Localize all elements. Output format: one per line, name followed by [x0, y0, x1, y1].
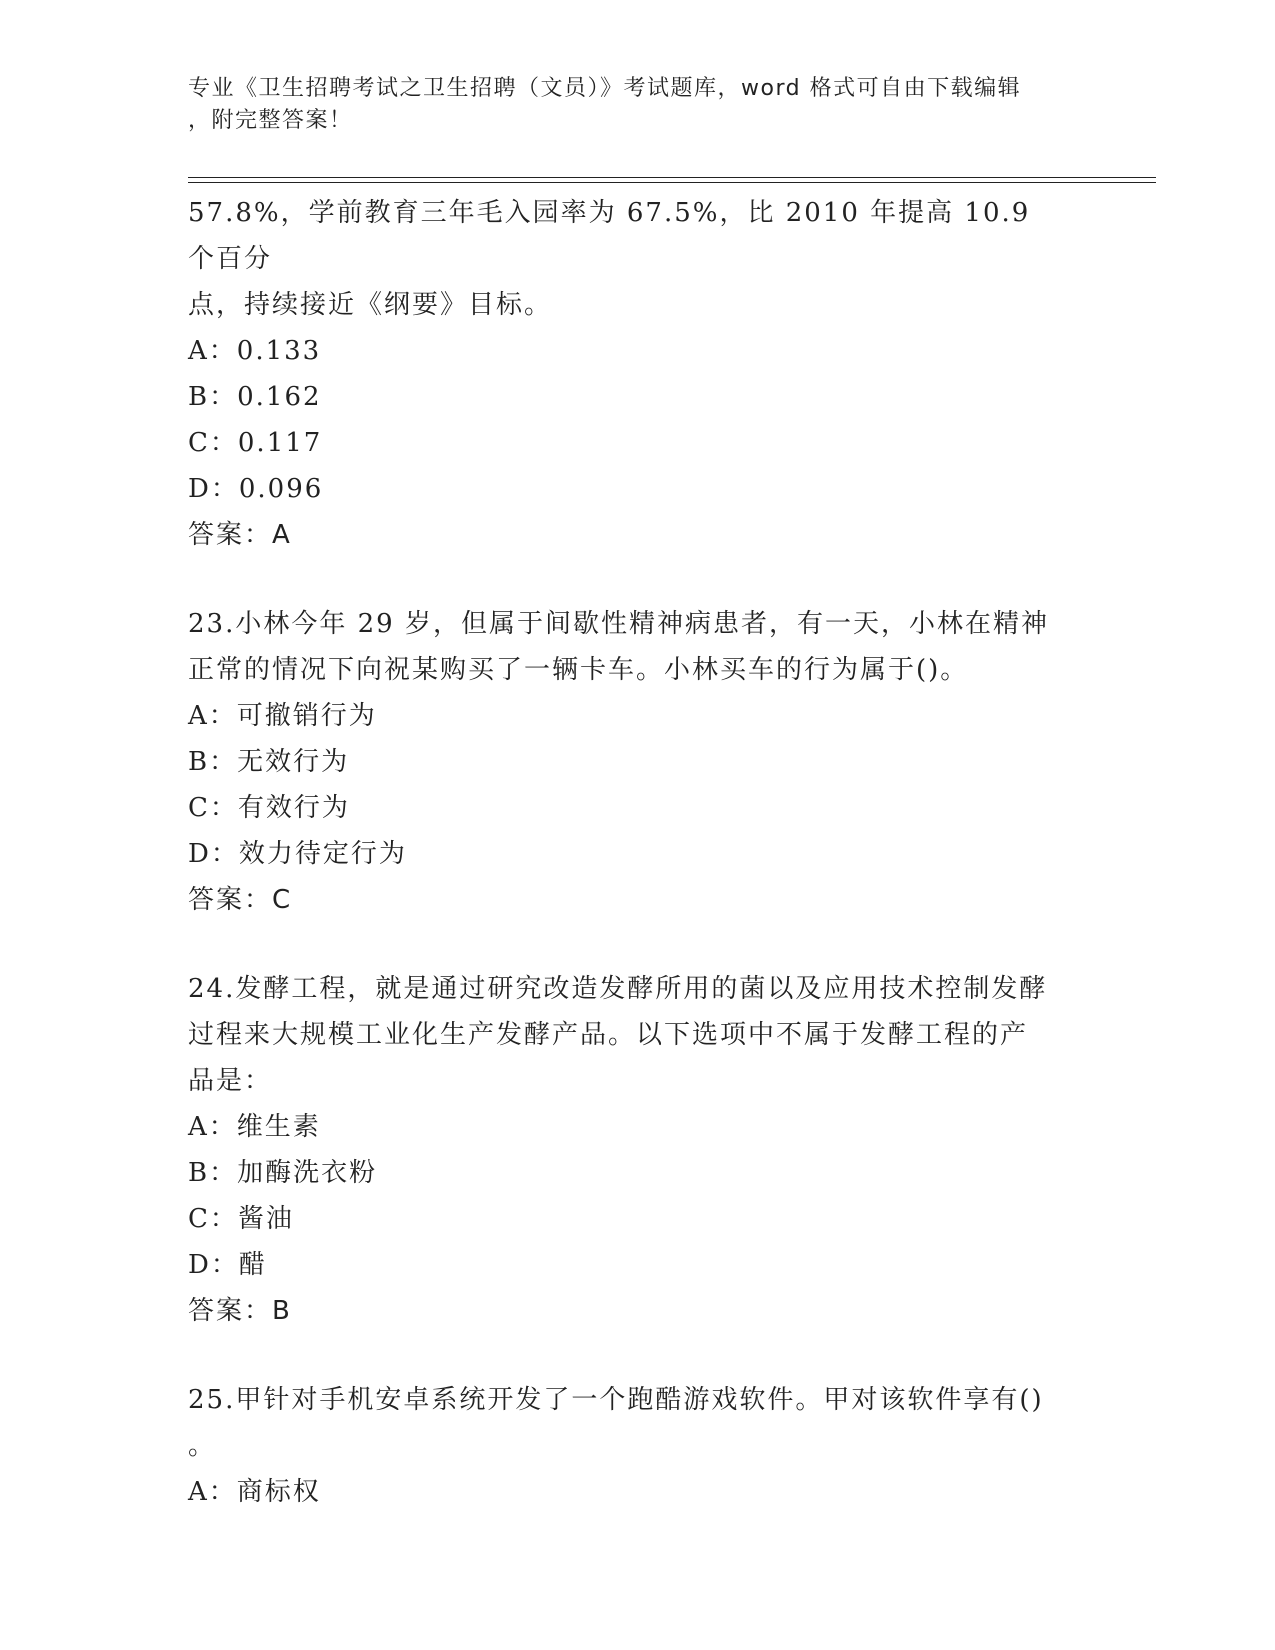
question-24	[188, 966, 1068, 1334]
option-c: C：酱油	[188, 1204, 294, 1234]
answer-label: 答案：A	[188, 520, 292, 550]
document-body	[188, 190, 1068, 1515]
option-c: C：0.117	[188, 428, 323, 458]
spacer	[188, 558, 1068, 601]
option-d: D：效力待定行为	[188, 839, 407, 869]
document-header	[188, 73, 1068, 137]
question-stem-line: 正常的情况下向祝某购买了一辆卡车。小林买车的行为属于()。	[188, 655, 969, 685]
question-stem-line: 点，持续接近《纲要》目标。	[188, 290, 553, 320]
option-b: B：加酶洗衣粉	[188, 1158, 378, 1188]
answer-label: 答案：B	[188, 1296, 292, 1326]
question-stem-line: 57.8%，学前教育三年毛入园率为 67.5%，比 2010 年提高 10.9 个百分	[188, 198, 1031, 274]
question-stem-line: 24.发酵工程，就是通过研究改造发酵所用的菌以及应用技术控制发酵	[188, 974, 1048, 1004]
option-c: C：有效行为	[188, 793, 350, 823]
header-rule-bottom	[188, 182, 1156, 183]
option-b: B：无效行为	[188, 747, 350, 777]
option-a: A：可撤销行为	[188, 701, 377, 731]
answer-label: 答案：C	[188, 885, 293, 915]
question-stem-line: 。	[188, 1431, 217, 1461]
question-stem-line: 25.甲针对手机安卓系统开发了一个跑酷游戏软件。甲对该软件享有()	[188, 1385, 1044, 1415]
question-22	[188, 190, 1068, 558]
option-a: A：维生素	[188, 1112, 321, 1142]
spacer	[188, 1334, 1068, 1377]
header-line-2: ，附完整答案！	[188, 108, 353, 133]
option-a: A：0.133	[188, 336, 322, 366]
question-stem-line: 品是：	[188, 1066, 273, 1096]
header-line-1: 专业《卫生招聘考试之卫生招聘（文员）》考试题库，word 格式可自由下载编辑	[188, 76, 1022, 101]
question-23	[188, 601, 1068, 923]
option-d: D：醋	[188, 1250, 267, 1280]
question-stem-line: 23.小林今年 29 岁，但属于间歇性精神病患者，有一天，小林在精神	[188, 609, 1049, 639]
header-rule-top	[188, 177, 1156, 178]
option-d: D：0.096	[188, 474, 324, 504]
question-25	[188, 1377, 1068, 1515]
option-a: A：商标权	[188, 1477, 321, 1507]
question-stem-line: 过程来大规模工业化生产发酵产品。以下选项中不属于发酵工程的产	[188, 1020, 1029, 1050]
spacer	[188, 923, 1068, 966]
option-b: B：0.162	[188, 382, 322, 412]
